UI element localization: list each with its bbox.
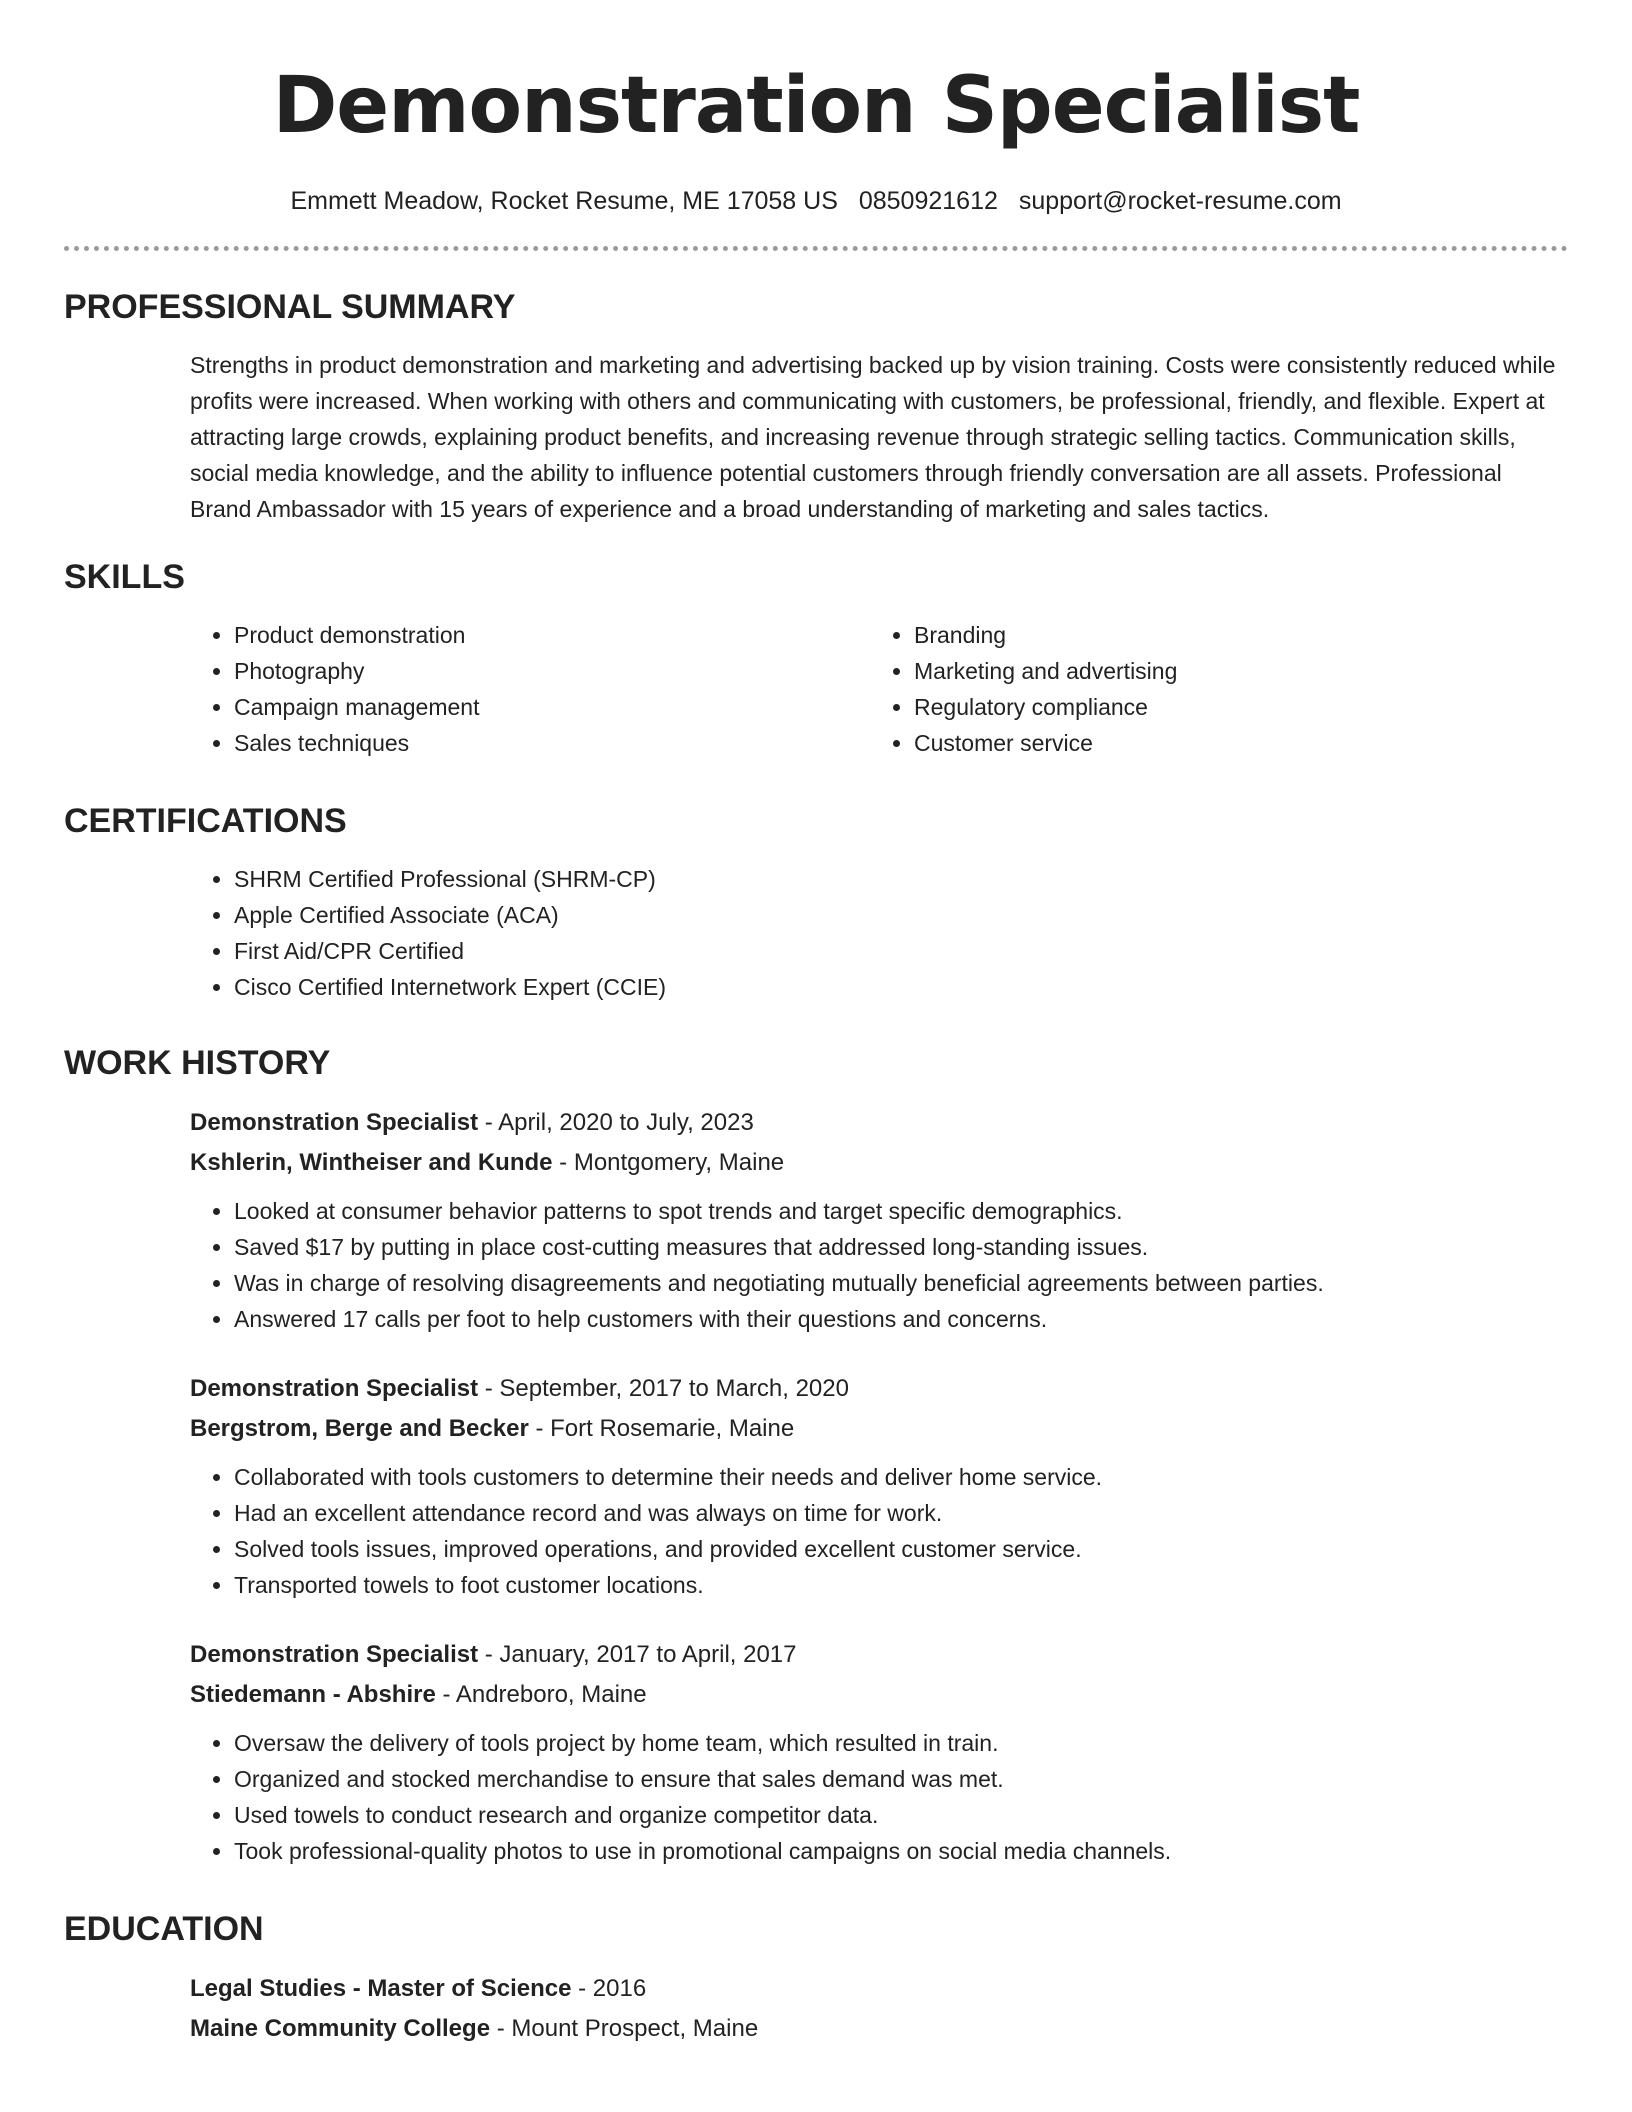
job-bullet: • Organized and stocked merchandise to ensure that sales demand was met. (234, 1761, 1568, 1797)
job-title-line (190, 1635, 1568, 1675)
skills-heading: SKILLS (64, 558, 185, 596)
job-company: Kshlerin, Wintheiser and Kunde (190, 1149, 553, 1176)
job-bullet: • Answered 17 calls per foot to help customers with their questions and concerns. (234, 1301, 1568, 1337)
summary-heading: PROFESSIONAL SUMMARY (64, 288, 516, 326)
education-year: - 2016 (571, 1975, 647, 2002)
skills-column-right (870, 617, 1550, 761)
summary-text: Strengths in product demonstration and marketing and advertising backed up by vision training. Costs were consistently reduced while profits were increased. When working with others and communicating with customers, be professional, friendly, and flexible. Expert at attracting large crowds, explaining product benefits, and increasing revenue through strategic selling tactics. Communication skills, social media knowledge, and the ability to influence potential customers through friendly conversation are all assets. Professional Brand Ambassador with 15 years of experience and a broad understanding of marketing and sales tactics. (190, 352, 1556, 522)
job-bullets (190, 1725, 1568, 1869)
job-title: Demonstration Specialist (190, 1375, 479, 1402)
job-title: Demonstration Specialist (190, 1109, 479, 1136)
skill-item: • Campaign management (234, 689, 870, 725)
job-bullet: • Collaborated with tools customers to determine their needs and deliver home service. (234, 1459, 1568, 1495)
job-dates: - April, 2020 to July, 2023 (478, 1109, 754, 1136)
education-entry (190, 1969, 1568, 2049)
work-history-heading: WORK HISTORY (64, 1044, 331, 1082)
job-bullet: • Saved $17 by putting in place cost-cutting measures that addressed long-standing issues. (234, 1229, 1568, 1265)
skill-item: • Customer service (914, 725, 1550, 761)
skills-grid (190, 617, 1568, 761)
job-bullet: • Had an excellent attendance record and was always on time for work. (234, 1495, 1568, 1531)
contact-email: support@rocket-resume.com (1018, 187, 1342, 215)
job-company: Stiedemann - Abshire (190, 1681, 436, 1708)
job-bullet: • Transported towels to foot customer locations. (234, 1567, 1568, 1603)
job-title-line (190, 1103, 1568, 1143)
contact-line (64, 184, 1568, 218)
job-bullet: • Was in charge of resolving disagreements and negotiating mutually beneficial agreements between parties. (234, 1265, 1568, 1301)
education-school: Maine Community College (190, 2015, 491, 2042)
contact-address: Emmett Meadow, Rocket Resume, ME 17058 US (290, 187, 838, 215)
job-location: - Andreboro, Maine (435, 1681, 647, 1708)
job-title-line (190, 1369, 1568, 1409)
education-section (64, 1907, 1568, 2049)
certification-item: • SHRM Certified Professional (SHRM-CP) (234, 861, 1568, 897)
education-degree-line (190, 1969, 1568, 2009)
skill-item: • Sales techniques (234, 725, 870, 761)
certification-item: • Apple Certified Associate (ACA) (234, 897, 1568, 933)
certifications-section (64, 799, 1568, 1005)
skills-column-left (190, 617, 870, 761)
contact-phone: 0850921612 (858, 187, 998, 215)
summary-section (64, 285, 1568, 527)
job-dates: - September, 2017 to March, 2020 (478, 1375, 849, 1402)
job-bullet: • Used towels to conduct research and organize competitor data. (234, 1797, 1568, 1833)
job-bullets (190, 1459, 1568, 1603)
job-location: - Fort Rosemarie, Maine (528, 1415, 795, 1442)
job-bullet: • Solved tools issues, improved operations, and provided excellent customer service. (234, 1531, 1568, 1567)
skill-item: • Marketing and advertising (914, 653, 1550, 689)
work-history-section (64, 1041, 1568, 1869)
skill-item: • Product demonstration (234, 617, 870, 653)
job-dates: - January, 2017 to April, 2017 (478, 1641, 797, 1668)
job-company-line (190, 1675, 1568, 1715)
resume-title: Demonstration Specialist (272, 61, 1360, 151)
certification-item: • First Aid/CPR Certified (234, 933, 1568, 969)
job-company-line (190, 1143, 1568, 1183)
job-entry (190, 1369, 1568, 1603)
education-heading: EDUCATION (64, 1910, 264, 1948)
job-bullet: • Took professional-quality photos to use in promotional campaigns on social media channels. (234, 1833, 1568, 1869)
job-company: Bergstrom, Berge and Becker (190, 1415, 529, 1442)
certifications-list (190, 861, 1568, 1005)
skill-item: • Regulatory compliance (914, 689, 1550, 725)
header-divider (64, 246, 1568, 251)
job-bullet: • Looked at consumer behavior patterns to spot trends and target specific demographics. (234, 1193, 1568, 1229)
certification-item: • Cisco Certified Internetwork Expert (CCIE) (234, 969, 1568, 1005)
skills-section (64, 555, 1568, 761)
job-title: Demonstration Specialist (190, 1641, 479, 1668)
job-bullets (190, 1193, 1568, 1337)
skill-item: • Photography (234, 653, 870, 689)
job-bullet: • Oversaw the delivery of tools project by home team, which resulted in train. (234, 1725, 1568, 1761)
job-entry (190, 1103, 1568, 1337)
education-school-line (190, 2009, 1568, 2049)
certifications-heading: CERTIFICATIONS (64, 802, 347, 840)
skill-item: • Branding (914, 617, 1550, 653)
job-company-line (190, 1409, 1568, 1449)
education-degree: Legal Studies - Master of Science (190, 1975, 572, 2002)
job-entry (190, 1635, 1568, 1869)
education-location: - Mount Prospect, Maine (490, 2015, 759, 2042)
job-location: - Montgomery, Maine (552, 1149, 785, 1176)
